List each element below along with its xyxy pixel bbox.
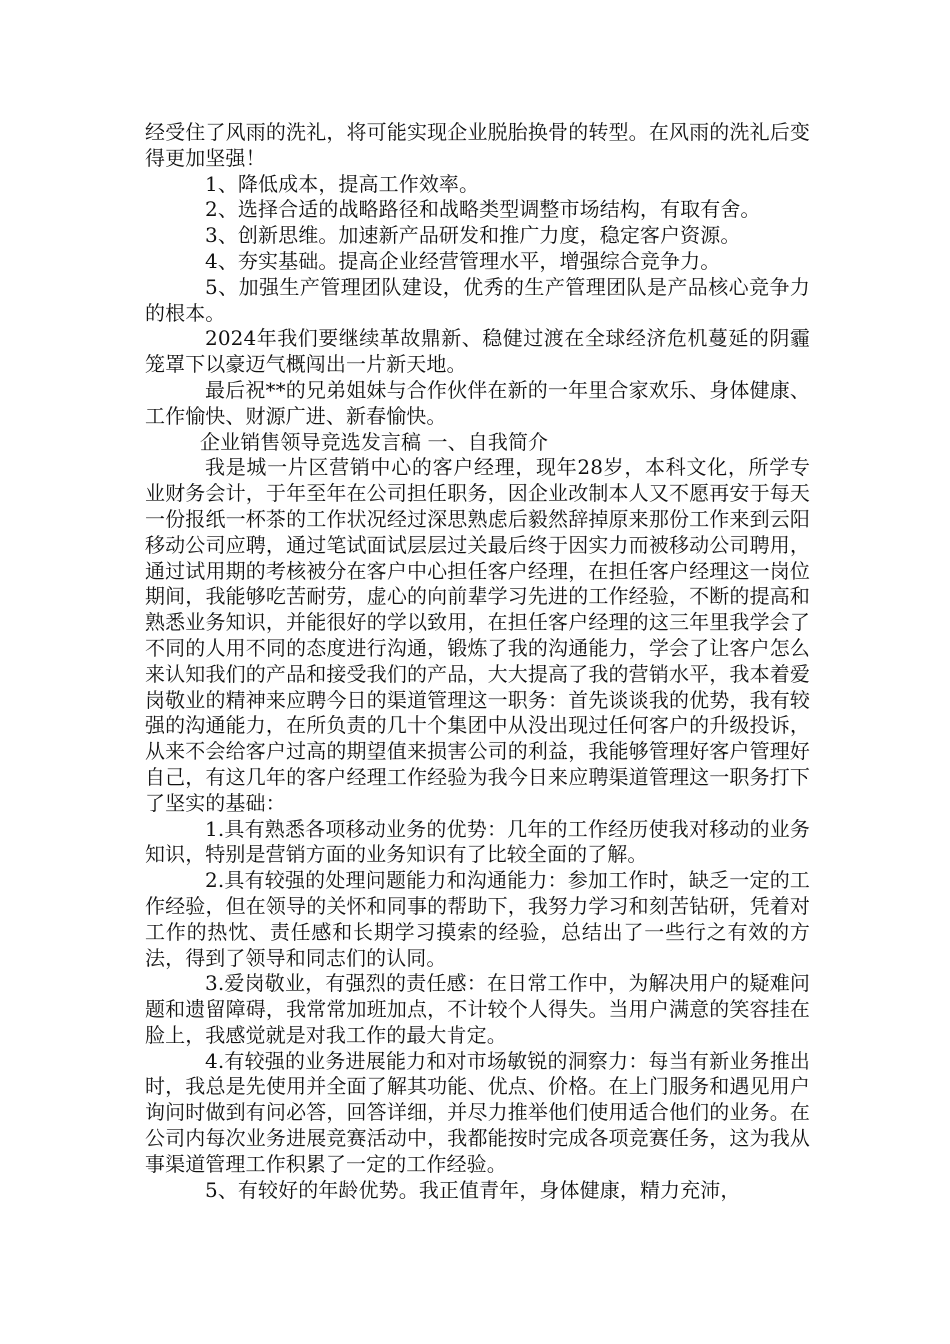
list-item-dedication: 3.爱岗敬业，有强烈的责任感：在日常工作中，为解决用户的疑难问题和遗留障碍，我常常加班加点，不计较个人得失。当用户满意的笑容挂在脸上，我感觉就是对我工作的最大肯定。 [145, 971, 810, 1047]
document-body [145, 120, 810, 1203]
list-item-strategy: 2、选择合适的战略路径和战略类型调整市场结构，有取有舍。 [205, 197, 761, 222]
list-item-reduce-cost: 1、降低成本，提高工作效率。 [205, 171, 480, 196]
list-item-communication: 2.具有较强的处理问题能力和沟通能力：参加工作时，缺乏一定的工作经验，但在领导的关怀和同事的帮助下，我努力学习和刻苦钻研，凭着对工作的热忱、责任感和长期学习摸索的经验，总结出了一些行之有效的方法，得到了领导和同志们的认同。 [145, 868, 810, 970]
list-item-innovation: 3、创新思维。加速新产品研发和推广力度，稳定客户资源。 [205, 223, 741, 248]
paragraph-self-intro: 我是城一片区营销中心的客户经理，现年28岁，本科文化，所学专业财务会计，于年至年在公司担任职务，因企业改制本人又不愿再安于每天一份报纸一杯茶的工作状况经过深思熟虑后毅然辞掉原来那份工作来到云阳移动公司应聘，通过笔试面试层层过关最后终于因实力而被移动公司聘用，通过试用期的考核被分在客户中心担任客户经理，在担任客户经理这一岗位期间，我能够吃苦耐劳，虚心的向前辈学习先进的工作经验，不断的提高和熟悉业务知识，并能很好的学以致用，在担任客户经理的这三年里我学会了不同的人用不同的态度进行沟通，锻炼了我的沟通能力，学会了让客户怎么来认知我们的产品和接受我们的产品，大大提高了我的营销水平，我本着爱岗敬业的精神来应聘今日的渠道管理这一职务：首先谈谈我的优势，我有较强的沟通能力，在所负责的几十个集团中从没出现过任何客户的升级投诉，从来不会给客户过高的期望值来损害公司的利益，我能够管理好客户管理好自己，有这几年的客户经理工作经验为我今日来应聘渠道管理这一职务打下了坚实的基础： [145, 455, 810, 815]
paragraph-2024-outlook: 2024年我们要继续革故鼎新、稳健过渡在全球经济危机蔓延的阴霾笼罩下以豪迈气概闯出一片新天地。 [145, 326, 810, 377]
paragraph-blessing: 最后祝**的兄弟姐妹与合作伙伴在新的一年里合家欢乐、身体健康、工作愉快、财源广进、新春愉快。 [145, 377, 810, 428]
list-item-age-advantage: 5、有较好的年龄优势。我正值青年，身体健康，精力充沛， [205, 1177, 741, 1202]
list-item-market-insight: 4.有较强的业务进展能力和对市场敏锐的洞察力：每当有新业务推出时，我总是先使用并全面了解其功能、优点、价格。在上门服务和遇见用户询问时做到有问必答，回答详细，并尽力推举他们使用适合他们的业务。在公司内每次业务进展竞赛活动中，我都能按时完成各项竞赛任务，这为我从事渠道管理工作积累了一定的工作经验。 [145, 1048, 810, 1176]
section-heading: 企业销售领导竞选发言稿 一、自我简介 [200, 429, 549, 454]
list-item-business-knowledge: 1.具有熟悉各项移动业务的优势：几年的工作经历使我对移动的业务知识，特别是营销方面的业务知识有了比较全面的了解。 [145, 816, 810, 867]
list-item-team: 5、加强生产管理团队建设，优秀的生产管理团队是产品核心竞争力的根本。 [145, 274, 810, 325]
paragraph-continuation: 经受住了风雨的洗礼，将可能实现企业脱胎换骨的转型。在风雨的洗礼后变得更加坚强！ [145, 120, 810, 170]
list-item-foundation: 4、夯实基础。提高企业经营管理水平，增强综合竞争力。 [205, 248, 721, 273]
